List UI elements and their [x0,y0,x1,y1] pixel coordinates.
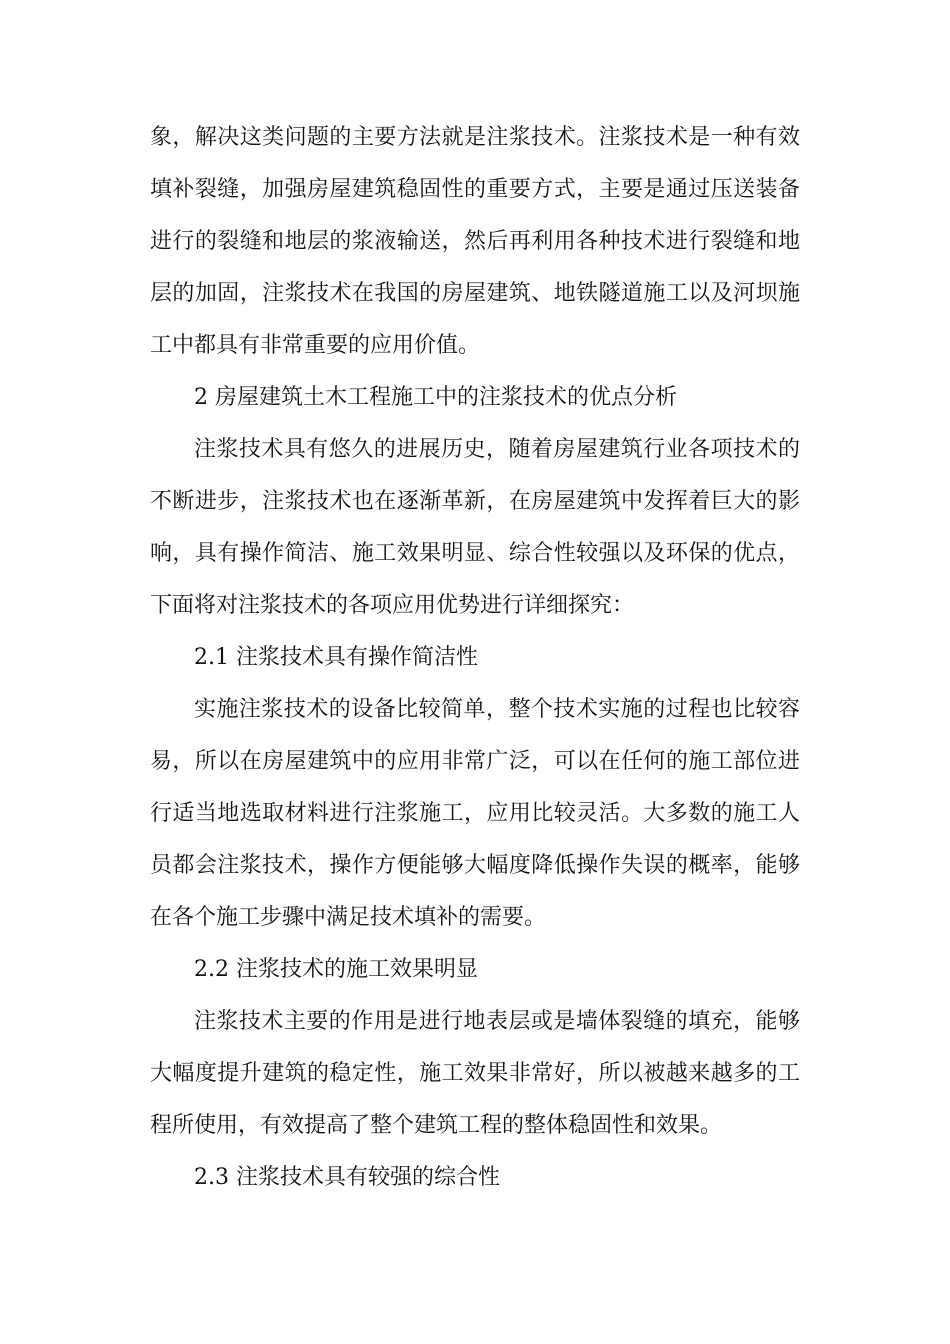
paragraph-intro-continuation: 象，解决这类问题的主要方法就是注浆技术。注浆技术是一种有效填补裂缝，加强房屋建筑稳固性的重要方式，主要是通过压送装备进行的裂缝和地层的浆液输送，然后再利用各种技术进行裂缝和地层的加固，注浆技术在我国的房屋建筑、地铁隧道施工以及河坝施工中都具有非常重要的应用价值。 [150,125,800,358]
paragraph-effectiveness: 注浆技术主要的作用是进行地表层或是墙体裂缝的填充，能够大幅度提升建筑的稳定性，施工效果非常好，所以被越来越多的工程所使用，有效提高了整个建筑工程的整体稳固性和效果。 [150,1009,800,1138]
section-heading-2-2: 2.2 注浆技术的施工效果明显 [194,957,478,982]
section-heading-2-3: 2.3 注浆技术具有较强的综合性 [194,1165,500,1190]
document-body [150,112,800,1204]
section-heading-2-1: 2.1 注浆技术具有操作简洁性 [194,645,478,670]
paragraph-advantages-overview: 注浆技术具有悠久的进展历史，随着房屋建筑行业各项技术的不断进步，注浆技术也在逐渐革新，在房屋建筑中发挥着巨大的影响，具有操作简洁、施工效果明显、综合性较强以及环保的优点，下面将对注浆技术的各项应用优势进行详细探究： [150,437,800,618]
section-heading-2: 2 房屋建筑土木工程施工中的注浆技术的优点分析 [194,385,677,410]
paragraph-simplicity: 实施注浆技术的设备比较简单，整个技术实施的过程也比较容易，所以在房屋建筑中的应用非常广泛，可以在任何的施工部位进行适当地选取材料进行注浆施工，应用比较灵活。大多数的施工人员都会注浆技术，操作方便能够大幅度降低操作失误的概率，能够在各个施工步骤中满足技术填补的需要。 [150,697,800,930]
